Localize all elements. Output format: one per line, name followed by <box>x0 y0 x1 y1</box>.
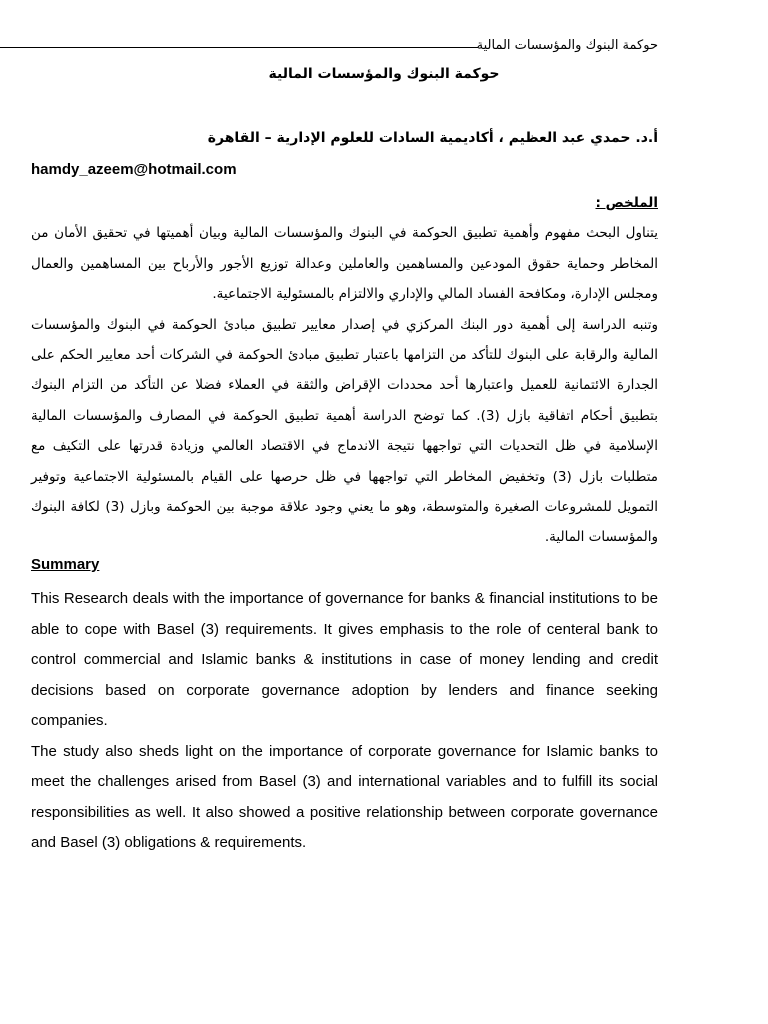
summary-paragraph-1: This Research deals with the importance of governance for banks & financial institutions to be able to cope with Basel (3) requirements. It gives emphasis to the role of centeral bank to control commercial and Islamic banks & institutions in case of money lending and credit decisions based on corporate governance adoption by lenders and finance seeking companies. <box>31 590 658 729</box>
arabic-abstract <box>31 188 658 553</box>
author-line: أ.د. حمدي عبد العظيم ، أكاديمية السادات للعلوم الإدارية – القاهرة <box>207 130 658 146</box>
author-email: hamdy_azeem@hotmail.com <box>31 161 237 178</box>
english-summary <box>31 584 658 859</box>
running-head: حوكمة البنوك والمؤسسات المالية <box>476 38 658 53</box>
summary-paragraph-2: The study also sheds light on the importance of corporate governance for Islamic banks to meet the challenges arised from Basel (3) and international variables and to fulfill its social responsibilities as well. It also showed a positive relationship between corporate governance and Basel (3) obligations & requirements. <box>31 742 658 851</box>
arabic-abstract-paragraph-2: وتنبه الدراسة إلى أهمية دور البنك المركزي في إصدار معايير تطبيق مبادئ الحوكمة في البنوك والمؤسسات المالية والرقابة على البنوك للتأكد من التزامها باعتبار تطبيق مبادئ الحوكمة في الشركات أحد معايير الحكم على الجدارة الائتمانية للعميل واعتبارها أحد محددات الإقراض والثقة في العملاء فضلا عن التأكد من التزام البنوك بتطبيق أحكام اتفاقية بازل (3). كما توضح الدراسة أهمية تطبيق الحوكمة في المصارف والمؤسسات المالية الإسلامية في ظل التحديات التي تواجهها نتيجة الاندماج في الاقتصاد العالمي وزيادة قدرتها على التكيف مع متطلبات بازل (3) وتخفيض المخاطر التي تواجهها في ظل حرصها على القيام بالمسئولية الاجتماعية وتوفير التمويل للمشروعات الصغيرة والمتوسطة، وهو ما يعني وجود علاقة موجبة بين الحوكمة وبازل (3) لكافة البنوك والمؤسسات المالية. <box>31 316 658 546</box>
arabic-abstract-paragraph-1: يتناول البحث مفهوم وأهمية تطبيق الحوكمة في البنوك والمؤسسات المالية وبيان أهميتها في تحقيق الأمان من المخاطر وحماية حقوق المودعين والمساهمين والعاملين وعدالة توزيع الأجور والأرباح بين المساهمين والعمال ومجلس الإدارة، ومكافحة الفساد المالي والإداري والالتزام بالمسئولية الاجتماعية. <box>31 225 658 303</box>
paper-title: حوكمة البنوك والمؤسسات المالية <box>268 66 500 82</box>
arabic-abstract-heading: الملخص : <box>595 195 658 211</box>
header-rule <box>0 47 478 48</box>
summary-heading: Summary <box>31 556 100 573</box>
